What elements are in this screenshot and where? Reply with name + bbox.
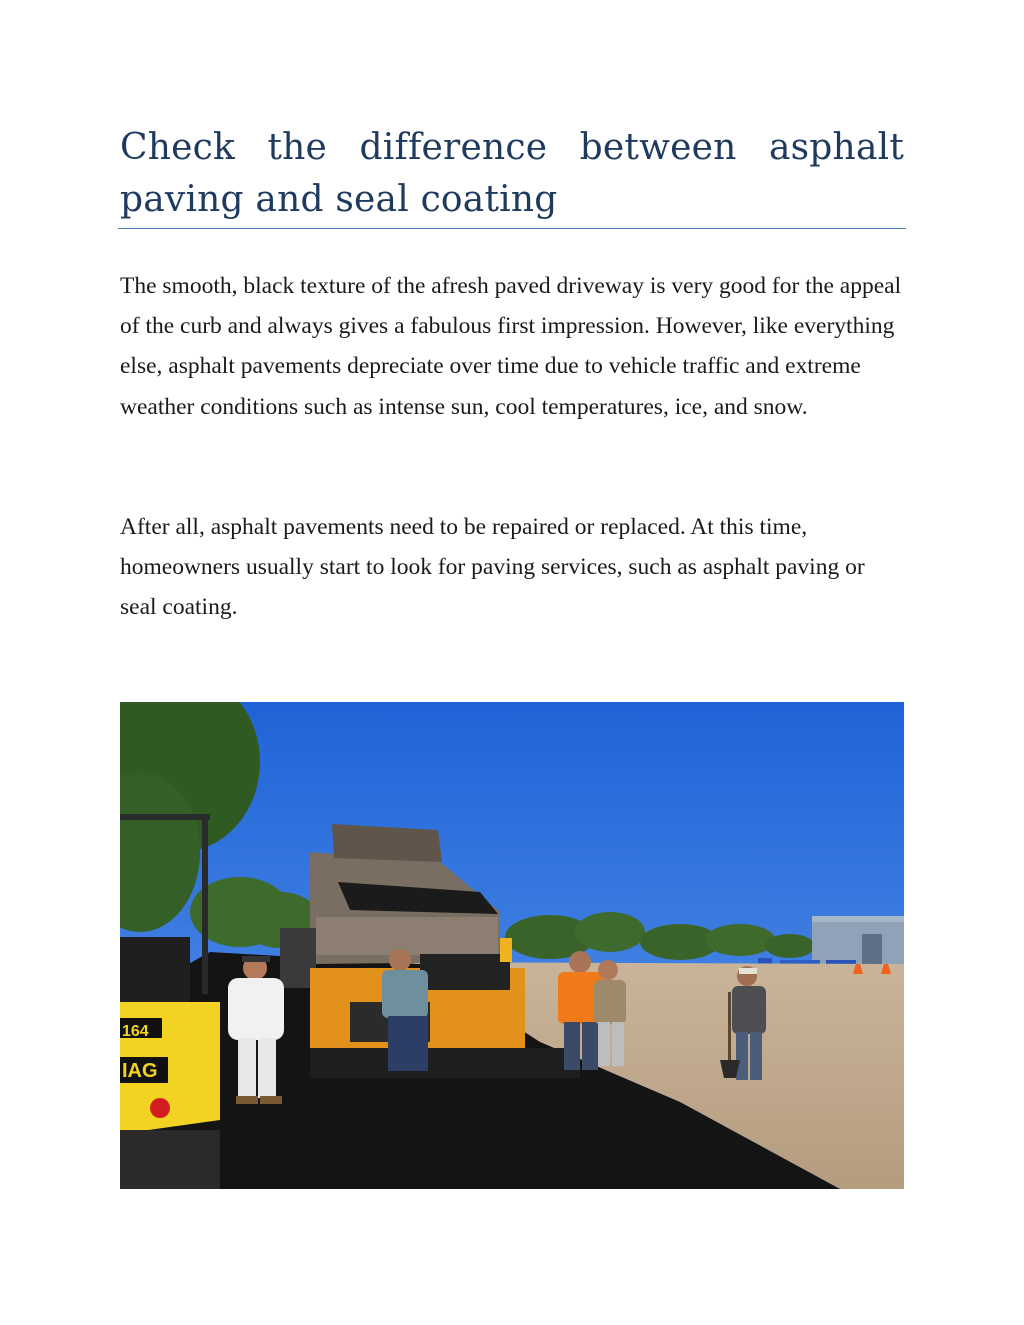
title-divider [118, 228, 906, 229]
paragraph-repair: After all, asphalt pavements need to be repaired or replaced. At this time, homeowners usually start to look for paving services, such as asphalt paving or seal coating. [120, 514, 865, 621]
page-title: Check the difference between asphalt paving and seal coating [120, 127, 904, 220]
roller-number: 164 [122, 1023, 149, 1040]
asphalt-paving-photo [120, 702, 904, 1189]
paragraph-intro: The smooth, black texture of the afresh paved driveway is very good for the appeal of the curb and always gives a fabulous first impression. However, like everything else, asphalt pavements depreciate over time due to vehicle traffic and extreme weather conditions such as intense sun, cool temperatures, ice, and snow. [120, 273, 902, 420]
warehouse-building [812, 916, 904, 970]
roller-brand: IAG [122, 1060, 158, 1082]
